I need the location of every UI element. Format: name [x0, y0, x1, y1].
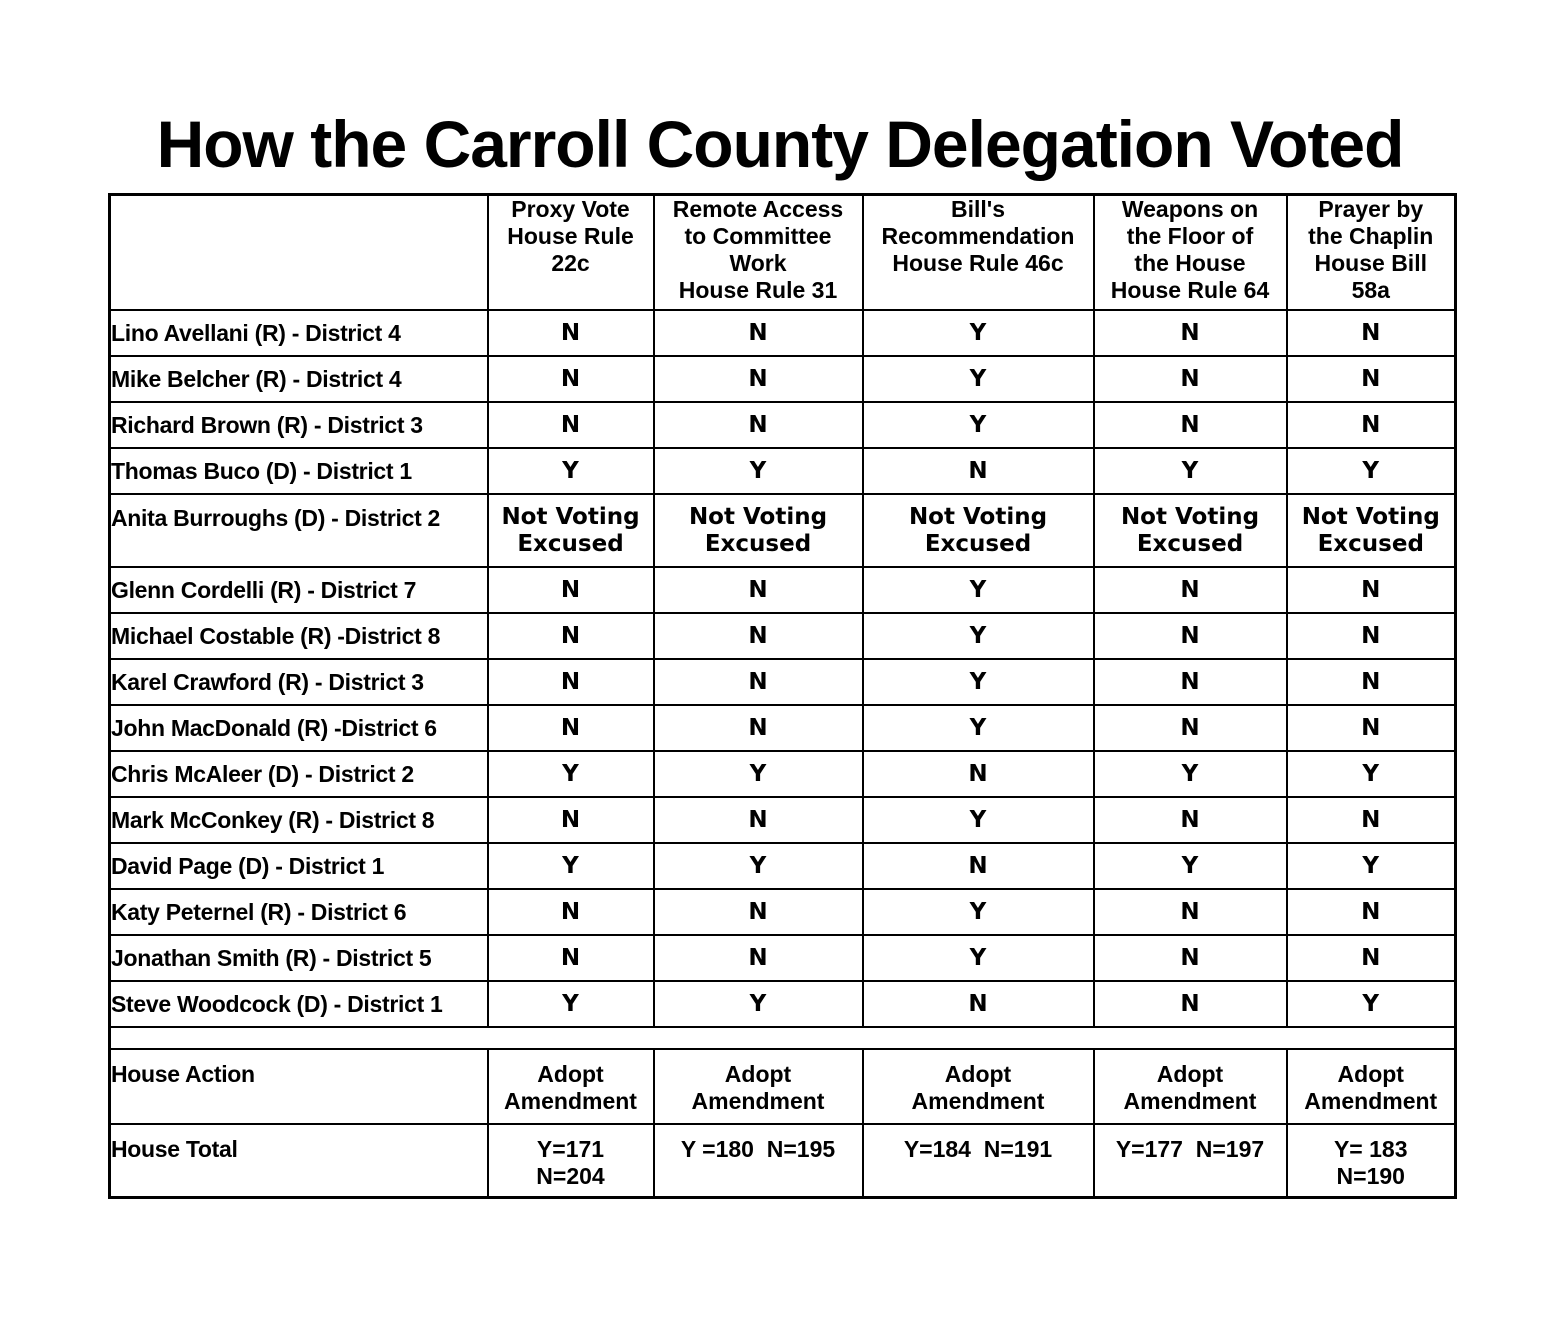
house-total-value: Y =180 N=195: [654, 1124, 863, 1197]
vote-cell: N: [1094, 981, 1287, 1027]
vote-cell: N: [488, 402, 654, 448]
house-action-label: House Action: [110, 1049, 488, 1124]
house-action-value: Adopt Amendment: [1094, 1049, 1287, 1124]
vote-cell: N: [488, 567, 654, 613]
delegate-name: Steve Woodcock (D) - District 1: [110, 981, 488, 1027]
vote-cell: N: [488, 613, 654, 659]
spacer-row: [110, 1027, 1456, 1049]
column-header-bills-recommendation: Bill's Recommendation House Rule 46c: [863, 195, 1094, 311]
delegate-row: [110, 935, 1456, 981]
vote-cell: Y: [863, 797, 1094, 843]
vote-cell: Y: [1094, 751, 1287, 797]
vote-cell: N: [488, 889, 654, 935]
vote-cell: Y: [488, 843, 654, 889]
votes-table: [108, 193, 1457, 1199]
vote-cell: N: [488, 659, 654, 705]
house-action-row: [110, 1049, 1456, 1124]
house-action-value: Adopt Amendment: [863, 1049, 1094, 1124]
delegate-name: Mike Belcher (R) - District 4: [110, 356, 488, 402]
delegate-row: [110, 797, 1456, 843]
vote-cell: N: [488, 356, 654, 402]
house-action-value: Adopt Amendment: [1287, 1049, 1456, 1124]
vote-cell: N: [654, 659, 863, 705]
vote-cell: Y: [863, 889, 1094, 935]
house-action-value: Adopt Amendment: [488, 1049, 654, 1124]
vote-cell: N: [1287, 705, 1456, 751]
vote-cell: N: [654, 310, 863, 356]
vote-cell: N: [863, 843, 1094, 889]
vote-cell: Y: [1287, 843, 1456, 889]
page-title: How the Carroll County Delegation Voted: [156, 107, 1404, 181]
vote-cell: Y: [1094, 843, 1287, 889]
vote-cell: N: [488, 797, 654, 843]
vote-cell: N: [1287, 613, 1456, 659]
vote-cell: N: [863, 751, 1094, 797]
vote-cell: N: [654, 935, 863, 981]
vote-cell: Not Voting Excused: [863, 494, 1094, 567]
vote-cell: N: [1287, 567, 1456, 613]
delegate-row: [110, 310, 1456, 356]
vote-cell: N: [654, 797, 863, 843]
vote-cell: Y: [863, 310, 1094, 356]
vote-cell: N: [1287, 935, 1456, 981]
vote-cell: N: [1287, 356, 1456, 402]
vote-cell: Y: [1287, 751, 1456, 797]
delegate-row: [110, 659, 1456, 705]
vote-cell: N: [1287, 889, 1456, 935]
delegate-name: John MacDonald (R) -District 6: [110, 705, 488, 751]
delegate-row: [110, 448, 1456, 494]
house-action-value: Adopt Amendment: [654, 1049, 863, 1124]
vote-cell: N: [654, 613, 863, 659]
vote-cell: N: [1094, 402, 1287, 448]
vote-cell: N: [488, 935, 654, 981]
delegate-row: [110, 356, 1456, 402]
vote-cell: Y: [1094, 448, 1287, 494]
vote-cell: N: [1094, 889, 1287, 935]
vote-cell: N: [1094, 797, 1287, 843]
delegate-row: [110, 705, 1456, 751]
vote-cell: N: [1287, 659, 1456, 705]
vote-cell: N: [654, 402, 863, 448]
delegate-row: [110, 751, 1456, 797]
house-total-value: Y=177 N=197: [1094, 1124, 1287, 1197]
vote-cell: Not Voting Excused: [654, 494, 863, 567]
delegate-row: [110, 567, 1456, 613]
vote-cell: N: [1287, 402, 1456, 448]
vote-cell: N: [1094, 356, 1287, 402]
delegate-row: [110, 613, 1456, 659]
delegate-row: [110, 981, 1456, 1027]
delegate-row: [110, 889, 1456, 935]
header-corner-cell: [110, 195, 488, 311]
house-total-value: Y=184 N=191: [863, 1124, 1094, 1197]
delegate-row: [110, 843, 1456, 889]
vote-cell: Y: [654, 981, 863, 1027]
vote-cell: N: [1094, 705, 1287, 751]
column-header-remote-access: Remote Access to Committee Work House Rule 31: [654, 195, 863, 311]
vote-cell: Not Voting Excused: [1094, 494, 1287, 567]
vote-cell: N: [863, 981, 1094, 1027]
vote-cell: N: [1094, 613, 1287, 659]
delegate-row: [110, 494, 1456, 567]
house-total-label: House Total: [110, 1124, 488, 1197]
delegate-name: Katy Peternel (R) - District 6: [110, 889, 488, 935]
delegate-name: Michael Costable (R) -District 8: [110, 613, 488, 659]
vote-cell: Y: [863, 356, 1094, 402]
vote-cell: N: [488, 310, 654, 356]
delegate-name: Chris McAleer (D) - District 2: [110, 751, 488, 797]
delegate-name: Glenn Cordelli (R) - District 7: [110, 567, 488, 613]
vote-cell: Y: [654, 843, 863, 889]
vote-cell: N: [488, 705, 654, 751]
vote-cell: N: [1094, 659, 1287, 705]
vote-cell: Y: [488, 448, 654, 494]
vote-cell: N: [1094, 935, 1287, 981]
vote-cell: Y: [863, 567, 1094, 613]
vote-cell: N: [1094, 567, 1287, 613]
vote-cell: Y: [1287, 981, 1456, 1027]
vote-cell: N: [1287, 310, 1456, 356]
vote-cell: N: [654, 567, 863, 613]
vote-cell: Y: [654, 448, 863, 494]
delegate-row: [110, 402, 1456, 448]
house-total-row: [110, 1124, 1456, 1197]
column-header-proxy-vote: Proxy Vote House Rule 22c: [488, 195, 654, 311]
vote-cell: N: [654, 705, 863, 751]
house-total-value: Y=171 N=204: [488, 1124, 654, 1197]
vote-cell: Y: [863, 613, 1094, 659]
delegate-name: Jonathan Smith (R) - District 5: [110, 935, 488, 981]
vote-cell: N: [654, 889, 863, 935]
house-total-value: Y= 183 N=190: [1287, 1124, 1456, 1197]
vote-cell: Y: [488, 751, 654, 797]
vote-cell: Y: [1287, 448, 1456, 494]
delegate-name: Thomas Buco (D) - District 1: [110, 448, 488, 494]
delegate-name: David Page (D) - District 1: [110, 843, 488, 889]
vote-cell: N: [1287, 797, 1456, 843]
vote-cell: Y: [863, 935, 1094, 981]
vote-cell: N: [863, 448, 1094, 494]
delegate-rows: [110, 310, 1456, 1027]
vote-cell: Y: [863, 659, 1094, 705]
summary-rows: [110, 1027, 1456, 1197]
delegate-name: Richard Brown (R) - District 3: [110, 402, 488, 448]
column-header-prayer-by-chaplin: Prayer by the Chaplin House Bill 58a: [1287, 195, 1456, 311]
vote-cell: Y: [488, 981, 654, 1027]
vote-cell: N: [1094, 310, 1287, 356]
delegate-name: Mark McConkey (R) - District 8: [110, 797, 488, 843]
vote-cell: Y: [654, 751, 863, 797]
header-row: [110, 195, 1456, 311]
vote-cell: Y: [863, 402, 1094, 448]
vote-cell: N: [654, 356, 863, 402]
column-header-weapons-on-floor: Weapons on the Floor of the House House Rule 64: [1094, 195, 1287, 311]
vote-cell: Y: [863, 705, 1094, 751]
delegate-name: Karel Crawford (R) - District 3: [110, 659, 488, 705]
vote-cell: Not Voting Excused: [1287, 494, 1456, 567]
delegate-name: Anita Burroughs (D) - District 2: [110, 494, 488, 567]
delegate-name: Lino Avellani (R) - District 4: [110, 310, 488, 356]
vote-cell: Not Voting Excused: [488, 494, 654, 567]
